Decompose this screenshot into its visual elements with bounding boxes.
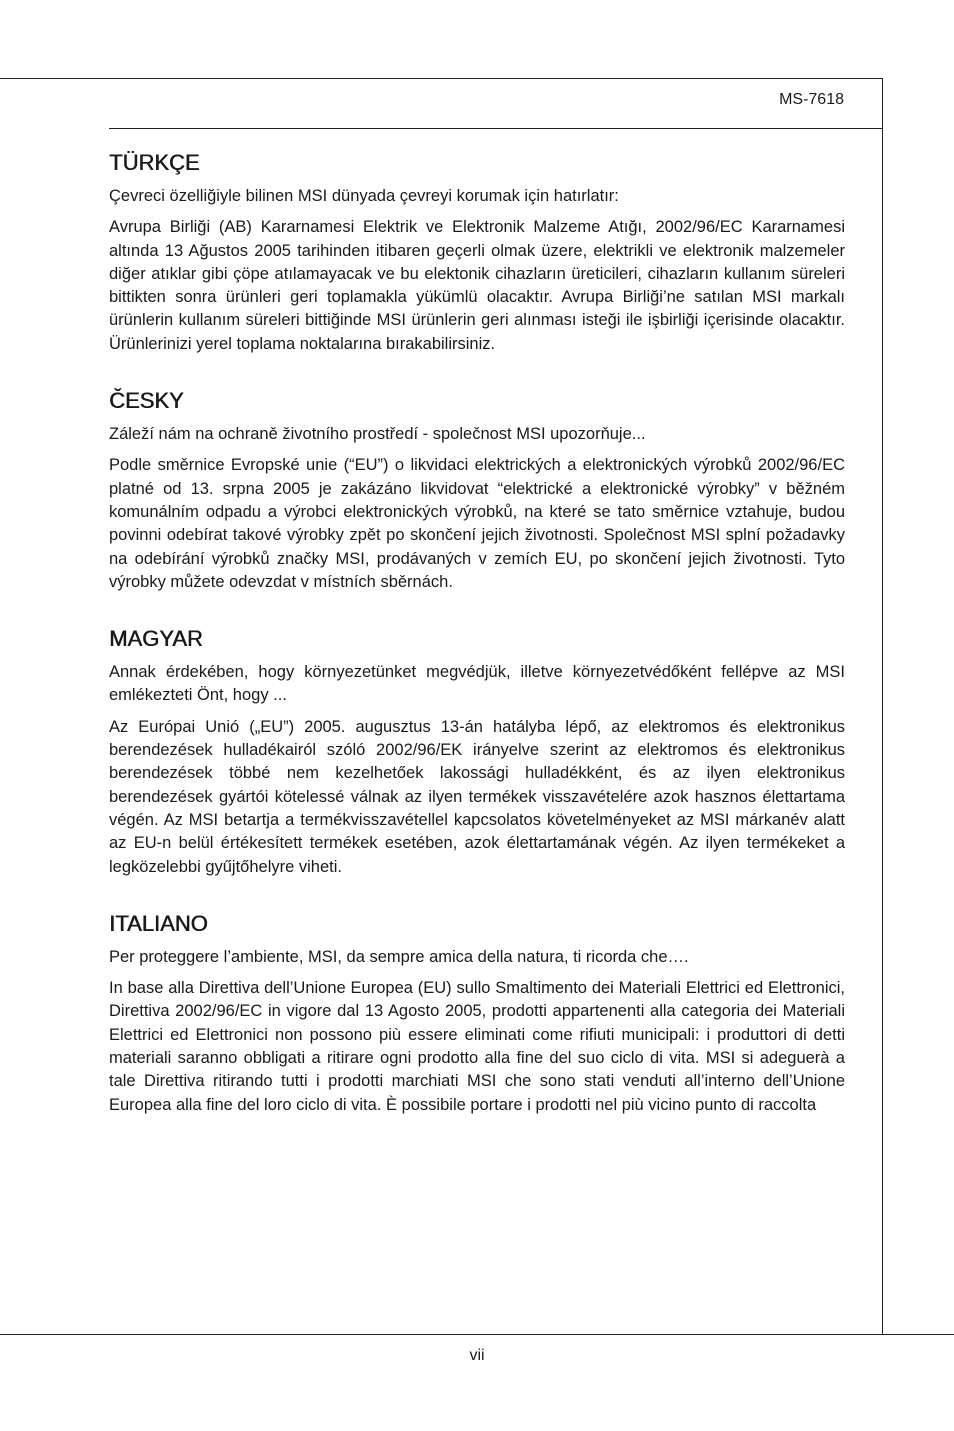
- top-rule: [0, 78, 882, 79]
- bottom-rule: [0, 1334, 954, 1335]
- section-intro: Per proteggere l’ambiente, MSI, da sempre amica della natura, ti ricorda che….: [109, 947, 689, 966]
- section-body: Avrupa Birliği (AB) Kararnamesi Elektrik ve Elektronik Malzeme Atığı, 2002/96/EC Kararnamesi altında 13 Ağustos 2005 tarihinden itibaren geçerli olmak üzere, elektrikli ve elektronik malzemeler diğer atıklar gibi çöpe atılamayacak ve bu elektonik cihazların üreticileri, cihazların kullanım süreleri bittikten sonra ürünleri geri toplamakla yükümlü olacaktır. Avrupa Birliği’ne satılan MSI markalı ürünlerin kullanım süreleri bittiğinde MSI ürünlerin geri alınması isteği ile işbirliği içerisinde olacaktır. Ürünlerinizi yerel toplama noktalarına bırakabilirsiniz.: [109, 218, 845, 353]
- section-intro: Annak érdekében, hogy környezetünket megvédjük, illetve környezetvédőként fellépve az MSI emlékezteti Önt, hogy ...: [109, 663, 845, 705]
- model-number: MS-7618: [779, 91, 844, 108]
- section-heading: ČESKY: [109, 388, 184, 414]
- section-body: Podle směrnice Evropské unie (“EU”) o likvidaci elektrických a elektronických výrobků 2002/96/EC platné od 13. srpna 2005 je zakázáno likvidovat “elektrické a elektronické výrobky” v běžném komunálním odpadu a výrobci elektronických výrobků, na které se tato směrnice vztahuje, budou povinni odebírat takové výrobky zpět po skončení jejich životnosti. Společnost MSI splní požadavky na odebírání výrobků značky MSI, prodávaných v zemích EU, po skončení jejich životnosti. Tyto výrobky můžete odevzdat v místních sběrnách.: [109, 456, 845, 591]
- section-turkce: [109, 148, 845, 356]
- section-body: In base alla Direttiva dell’Unione Europea (EU) sullo Smaltimento dei Materiali Elettrici ed Elettronici, Direttiva 2002/96/EC in vigore dal 13 Agosto 2005, prodotti appartenenti alla categoria dei Materiali Elettrici ed Elettronici non possono più essere eliminati come rifiuti municipali: i produttori di detti materiali saranno obbligati a ritirare ogni prodotto alla fine del suo ciclo di vita. MSI si adeguerà a tale Direttiva ritirando tutti i prodotti marchiati MSI che sono stati venduti all’interno dell’Unione Europea alla fine del loro ciclo di vita. È possibile portare i prodotti nel più vicino punto di raccolta: [109, 979, 845, 1114]
- section-magyar: [109, 624, 845, 879]
- header-rule: [109, 128, 882, 129]
- section-intro: Záleží nám na ochraně životního prostředí - společnost MSI upozorňuje...: [109, 425, 646, 444]
- section-intro: Çevreci özelliğiyle bilinen MSI dünyada çevreyi korumak için hatırlatır:: [109, 187, 619, 205]
- section-heading: TÜRKÇE: [109, 150, 200, 175]
- right-margin-rule: [882, 78, 883, 1334]
- section-cesky: [109, 386, 845, 594]
- page-content: [109, 148, 845, 1147]
- section-italiano: [109, 909, 845, 1117]
- page-number: vii: [469, 1347, 485, 1364]
- section-heading: ITALIANO: [109, 910, 208, 936]
- section-body: Az Európai Unió („EU”) 2005. augusztus 13-án hatályba lépő, az elektromos és elektronikus berendezések hulladékairól szóló 2002/96/EK irányelve szerint az elektromos és elektronikus berendezések többé nem kezelhetőek lakossági hulladékként, és az ilyen elektronikus berendezések gyártói kötelessé válnak az ilyen termékek visszavételére azok hasznos élettartama végén. Az MSI betartja a termékvisszavétellel kapcsolatos követelményeket az MSI márkanév alatt az EU-n belül értékesített termékek esetében, azok élettartamának végén. Az ilyen termékeket a legközelebbi gyűjtőhelyre viheti.: [109, 717, 845, 876]
- section-heading: MAGYAR: [109, 626, 203, 652]
